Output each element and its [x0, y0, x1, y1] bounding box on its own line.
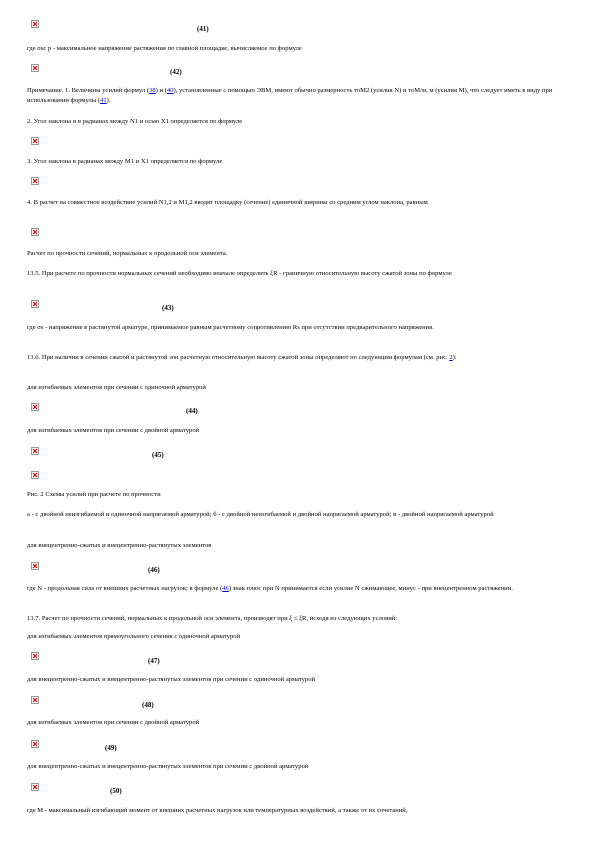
broken-image-icon	[31, 228, 39, 236]
paragraph-angle-alpha: 2. Угол наклона α в радианах между N1 и осью X1 определяется по формуле	[27, 118, 243, 125]
section-heading-normal-sections: Расчет по прочности сечений, нормальных к продольной оси элемента.	[27, 250, 228, 257]
paragraph-text: 13.6. При наличии в сечении сжатой и растянутой зон расчетную относительную высоту сжатой зоны определяют по следующим формулам (см. рис.	[27, 354, 450, 361]
note-text: Примечание. 1. Величины усилий формул (	[27, 87, 150, 94]
equation-number: (48)	[142, 701, 154, 709]
paragraph-13-7: 13.7. Расчет по прочности сечений, нормальных к продольной оси элемента, производят при ξ ≤ ξR, исходя из следующих условий:	[27, 615, 398, 622]
equation-number: (42)	[170, 68, 182, 76]
broken-image-icon	[31, 447, 39, 455]
broken-image-icon	[31, 137, 39, 145]
figure-caption: Рис. 2 Схемы усилий при расчете по прочности	[27, 491, 161, 498]
broken-image-icon	[31, 403, 39, 411]
broken-image-icon	[31, 177, 39, 185]
paragraph-combined-action: 4. В расчет на совместное воздействие усилий N1,2 и M1,2 вводят площадку (сечение) единичной ширины со средним углом наклона, равным	[27, 199, 428, 206]
note-text: ), установленные с помощью ЭВМ, имеют обычно размерность тоМ2 (усилия N) и тоМ/м, м (усилия M), что следует иметь в виду при использовании формулы (	[27, 87, 553, 104]
link-formula-41[interactable]: 41	[100, 97, 107, 104]
equation-number: (47)	[148, 657, 160, 665]
paragraph-eccentric-double: для внецентренно-сжатых и внецентренно-растянутых элементов при сечении с двойной арматурой	[27, 763, 309, 770]
broken-image-icon	[31, 562, 39, 570]
note-text: ).	[106, 97, 111, 104]
broken-image-icon	[31, 300, 39, 308]
paragraph-eccentric-elements: для внецентренно-сжатых и внецентренно-растянутых элементов	[27, 542, 212, 549]
paragraph-text: ) знак плюс при N принимается если усилие N сжимающее, минус - при внецентренном растяжении.	[228, 585, 513, 592]
paragraph-longitudinal-force	[27, 584, 567, 594]
note-text: ) и (	[155, 87, 167, 94]
broken-image-icon	[31, 471, 39, 479]
link-formula-38[interactable]: 38	[149, 87, 156, 94]
broken-image-icon	[31, 696, 39, 704]
paragraph-13-6	[27, 353, 567, 363]
paragraph-13-5: 13.5. При расчете по прочности нормальных сечений необходимо вначале определить ξR - граничную относительную высоту сжатой зоны по формуле	[27, 270, 452, 277]
equation-number: (43)	[162, 304, 174, 312]
paragraph-text: где N - продольная сила от внешних расчетных нагрузок; в формуле (	[27, 585, 223, 592]
paragraph-angle-m1: 3. Угол наклона в радианах между M1 и X1 определяется по формуле	[27, 158, 223, 165]
link-formula-40[interactable]: 40	[166, 87, 174, 94]
link-figure-2[interactable]: 2	[449, 354, 453, 361]
paragraph-text: ):	[452, 354, 457, 361]
paragraph-double-reinforcement: для изгибаемых элементов при сечении с двойной арматурой	[27, 427, 200, 434]
equation-number: (45)	[152, 451, 164, 459]
paragraph-single-reinforcement: для изгибаемых элементов при сечении с одиночной арматурой	[27, 384, 206, 391]
link-formula-46[interactable]: 46	[222, 585, 229, 592]
equation-number: (44)	[186, 407, 198, 415]
broken-image-icon	[31, 20, 39, 28]
equation-number: (46)	[148, 566, 160, 574]
broken-image-icon	[31, 783, 39, 791]
paragraph-note	[27, 86, 567, 106]
paragraph-moment-definition: где M - максимальный изгибающий момент от внешних расчетных нагрузок или температурных воздействий, а также от их сочетаний,	[27, 807, 408, 814]
equation-number: (49)	[105, 744, 117, 752]
paragraph-rectangular-single: для изгибаемых элементов прямоугольного сечения с одиночной арматурой	[27, 633, 241, 640]
broken-image-icon	[31, 652, 39, 660]
paragraph-eccentric-single: для внецентренно-сжатых и внецентренно-растянутых элементов при сечении с одиночной арматурой	[27, 676, 316, 683]
equation-number: (50)	[110, 787, 122, 795]
paragraph-sigma-definition: где σsc р - максимальное напряжение растяжения по главной площадке, вычисляемое по формуле	[27, 45, 302, 52]
broken-image-icon	[31, 64, 39, 72]
broken-image-icon	[31, 740, 39, 748]
paragraph-bending-double: для изгибаемых элементов при сечении с двойной арматурой	[27, 719, 200, 726]
figure-legend: а - с двойной неизгибаемой и одиночной напрягаемой арматурой; б - с двойной неизгибаемой и двойной напрягаемой арматурой; в - двойной напрягаемой арматурой	[27, 511, 494, 518]
paragraph-sigma-s: где σs - напряжение в растянутой арматуре, принимаемое равным расчетному сопротивлению Rs при отсутствии предварительного напряжения.	[27, 324, 434, 331]
equation-number: (41)	[197, 25, 209, 33]
